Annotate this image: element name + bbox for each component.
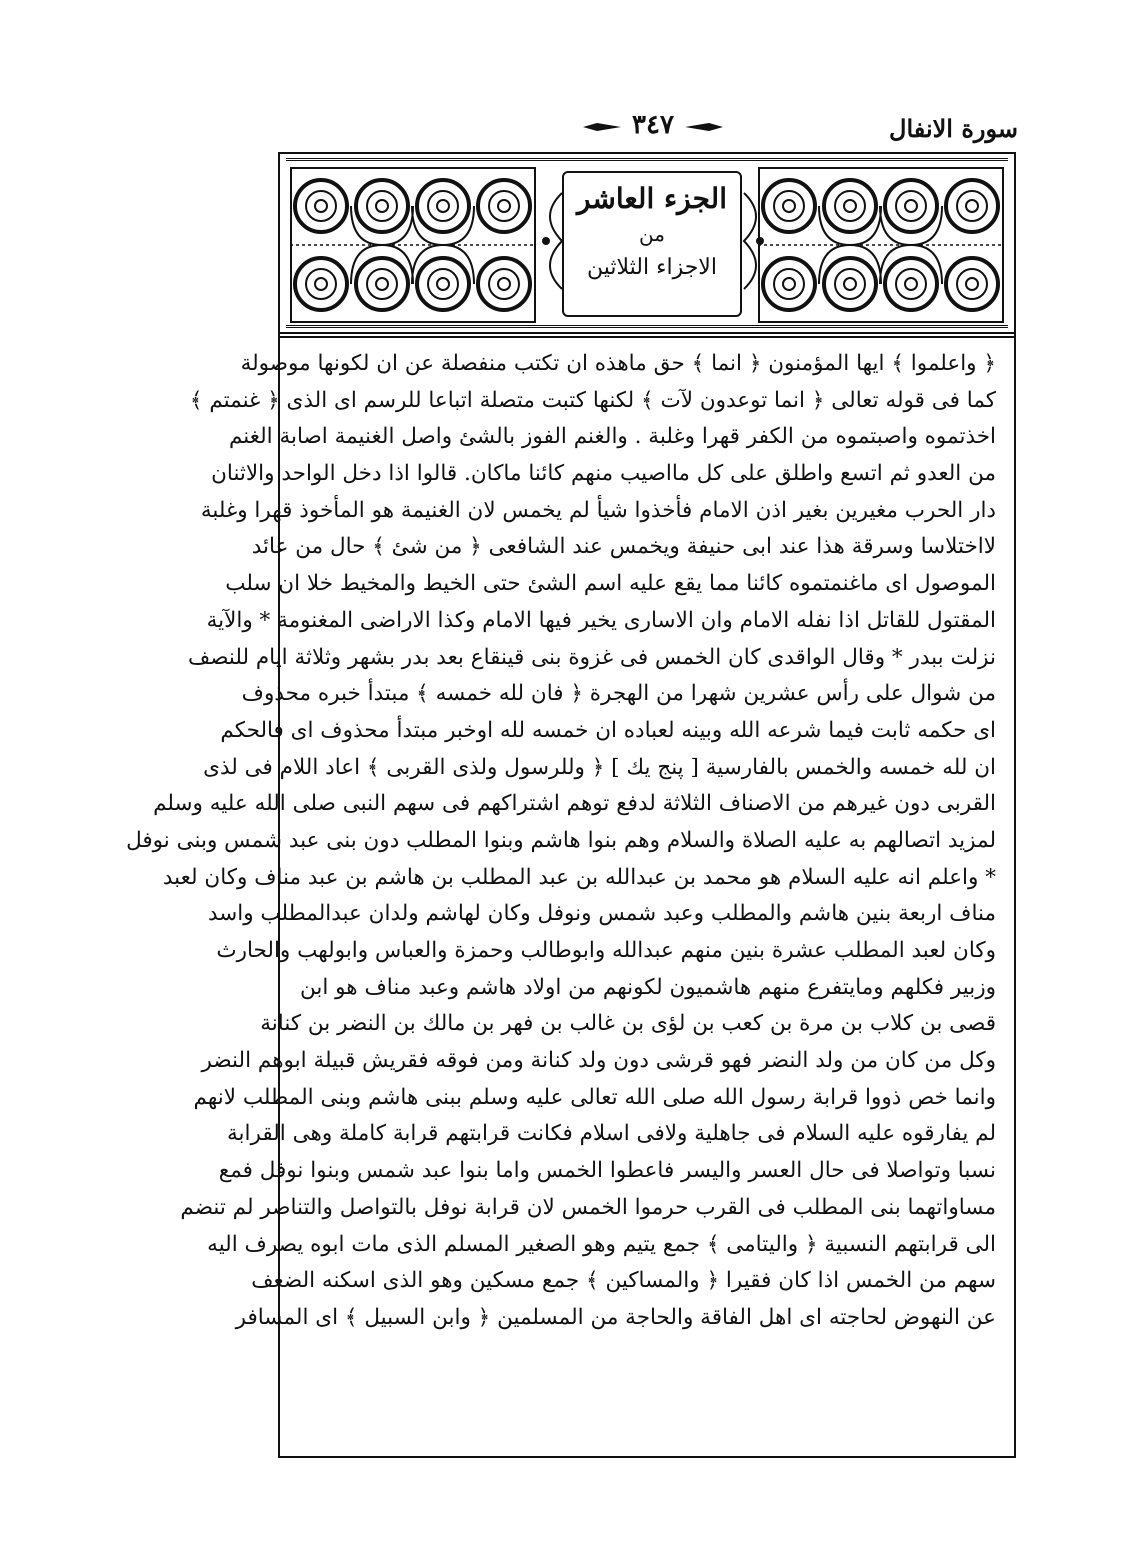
rosette-pattern-icon — [758, 167, 1004, 323]
text-line: وكل من كان من ولد النضر فهو قرشى دون ولد كنانة ومن فوقه فقريش قبيلة ابوهم النضر — [201, 1048, 996, 1074]
text-line: نسبا وتواصلا فى حال العسر واليسر فاعطوا الخمس واما بنوا عبد شمس وبنوا نوفل فمع — [218, 1158, 996, 1184]
text-line: لااختلاسا وسرقة هذا عند ابى حنيفة ويخمس عند الشافعى ﴿ من شئ ﴾ حال من عائد — [251, 534, 996, 560]
text-line: الى قرابتهم النسبية ﴿ واليتامى ﴾ جمع يتيم وهو الصغير المسلم الذى مات ابوه يصرف اليه — [207, 1231, 996, 1257]
ornament-panel-left — [290, 167, 536, 323]
text-line: مساواتهما بنى المطلب فى القرب حرموا الخمس لان قرابة نوفل بالتواصل والتناصر لم تنضم — [180, 1194, 996, 1220]
text-line: اخذتموه واصبتموه من الكفر قهرا وغلبة . والغنم الفوز بالشئ واصل الغنيمة اصابة الغنم — [228, 424, 996, 450]
text-line: المقتول للقاتل اذا نفله الامام وان الاسارى يخير فيها الامام وكذا الاراضى المغنومة * والآية — [206, 607, 996, 633]
text-line: سهم من الخمس اذا كان فقيرا ﴿ والمساكين ﴾ جمع مسكين وهو الذى اسكنه الضعف — [251, 1268, 996, 1294]
ornament-left-icon — [583, 122, 621, 132]
running-head — [278, 112, 1018, 146]
surah-title: سورة الانفال — [889, 114, 1018, 143]
text-line: قصى بن كلاب بن مرة بن كعب بن لؤى بن غالب بن فهر بن مالك بن النضر بن كنانة — [260, 1011, 996, 1037]
text-line: لمزيد اتصالهم به عليه الصلاة والسلام وهم بنوا هاشم وبنوا المطلب دون بنى عبد شمس وبنى نوفل — [126, 827, 996, 853]
text-line: من شوال على رأس عشرين شهرا من الهجرة ﴿ فان لله خمسه ﴾ مبتدأ خبره محذوف — [241, 681, 996, 707]
text-line: وكان لعبد المطلب عشرة بنين منهم عبدالله وابوطالب وحمزة والعباس وابولهب والحارث — [216, 938, 996, 963]
text-line: عن النهوض لحاجته اى اهل الفاقة والحاجة من المسلمين ﴿ وابن السبيل ﴾ اى المسافر — [235, 1304, 996, 1330]
juz-title: الجزء العاشر — [576, 182, 727, 215]
ajza-title: الاجزاء الثلاثين — [587, 255, 717, 280]
text-line: اى حكمه ثابت فيما شرعه الله وبينه لعباده ان خمسه لله اوخبر مبتدأ محذوف اى فالحكم — [220, 717, 996, 743]
juz-cartouche — [562, 171, 742, 317]
separator-rule — [280, 332, 1014, 334]
text-line: نزلت ببدر * وقال الواقدى كان الخمس فى غزوة بنى قينقاع بعد بدر بشهر وثلاثة ايام للنصف — [187, 644, 996, 670]
separator-rule — [280, 336, 1014, 338]
text-line: لم يفارقوه عليه السلام فى جاهلية ولافى اسلام فكانت قرابتهم قرابة كاملة وهى القرابة — [227, 1121, 996, 1147]
rosette-pattern-icon — [290, 167, 536, 323]
text-line: وانما خص ذووا قرابة رسول الله صلى الله تعالى عليه وسلم ببنى هاشم وبنى المطلب لانهم — [193, 1084, 996, 1110]
ornament-right-icon — [685, 122, 723, 132]
text-line: كما فى قوله تعالى ﴿ انما توعدون لآت ﴾ لكنها كتبت متصلة اتباعا للرسم اى الذى ﴿ غنمتم ﴾ — [189, 387, 996, 413]
text-line: من العدو ثم اتسع واطلق على كل مااصيب منهم كائنا ماكان. قالوا اذا دخل الواحد والاثنان — [211, 461, 996, 487]
page-frame — [126, 152, 1016, 1458]
text-line: القربى دون غيرهم من الاصناف الثلاثة لدفع توهم اشتراكهم فى سهم النبى صلى الله عليه وسلم — [153, 791, 996, 817]
text-line: * واعلم انه عليه السلام هو محمد بن عبدالله بن عبد المطلب بن هاشم بن عبد مناف وكان لعبد — [162, 864, 996, 890]
ornament-panel-right — [758, 167, 1004, 323]
ornamental-header — [286, 158, 1008, 328]
page-number: ٣٤٧ — [632, 110, 674, 140]
text-line: دار الحرب مغيرين بغير اذن الامام فأخذوا شيأ لم يخمس لان الغنيمة هو المأخوذ قهرا وغلبة — [200, 497, 996, 523]
text-line: ان لله خمسه والخمس بالفارسية [ پنج يك ] ﴿ وللرسول ولذى القربى ﴾ اعاد اللام فى لذى — [203, 754, 996, 780]
text-line: الموصول اى ماغنمتموه كائنا مما يقع عليه اسم الشئ حتى الخيط والمخيط خلا ان سلب — [225, 571, 996, 597]
body-text — [126, 346, 996, 1446]
text-line: وزبير فكلهم ومايتفرع منهم هاشميون لكونهم من اولاد هاشم وعبد مناف هو ابن — [300, 974, 996, 1000]
text-line: ﴿ واعلموا ﴾ ايها المؤمنون ﴿ انما ﴾ حق ماهذه ان تكتب منفصلة عن ان لكونها موصولة — [240, 351, 996, 376]
juz-connector: من — [639, 222, 665, 246]
page-number-block — [583, 112, 723, 144]
text-line: مناف اربعة بنين هاشم والمطلب وعبد شمس ونوفل وكان لهاشم ولدان عبدالمطلب واسد — [207, 901, 996, 927]
